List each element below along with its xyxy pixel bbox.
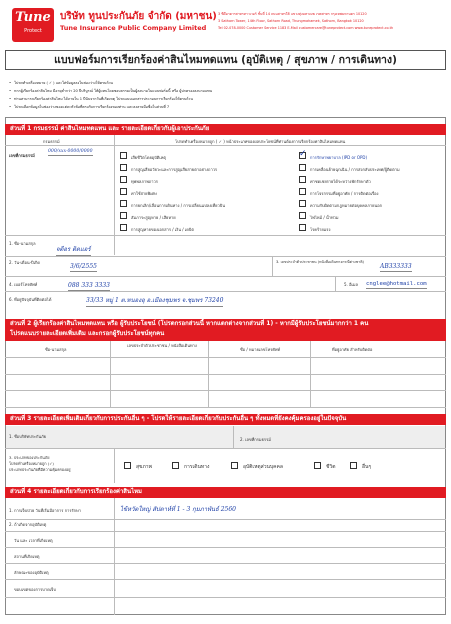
insurance-type-label: การเดินทาง xyxy=(184,464,210,470)
benefit-label: การสูญเสียอวัยวะและการสูญเสียสายตาอย่างถาวร xyxy=(131,167,218,172)
policy-number-label: เลขที่กรมธรรม์ xyxy=(9,153,35,158)
form-frame xyxy=(5,117,446,615)
beneficiary-col-id: เลขประจำตัวประชาชน / หนังสือเดินทาง xyxy=(127,343,197,348)
section1-header: ส่วนที่ 1 กรมธรรม์ ค่าสินไหมทดแทน และ รายละเอียดเกี่ยวกับผู้เอาประกันภัย xyxy=(5,124,446,135)
company-logo xyxy=(12,8,54,42)
logo-sub-text: Protect xyxy=(24,28,42,34)
insured-name-value[interactable]: จดีอร ติดแอร์ xyxy=(56,244,91,256)
logo-main-text: Tune xyxy=(15,10,51,25)
form-instructions xyxy=(9,79,212,111)
form-title: แบบฟอร์มการเรียกร้องค่าสินไหมทดแทน (อุบัติเหตุ / สุขภาพ / การเดินทาง) xyxy=(5,50,446,70)
benefit-label: ทุพพลภาพถาวร xyxy=(131,179,158,184)
section2-header: ส่วนที่ 2 ผู้เรียกร้องค่าสินไหมทดแทน หรือ ผู้รับประโยชน์ (โปรดกรอกส่วนนี้ หากแตกต่างจากส่วนที่ 1) - หากมีผู้รับประโยชน์มากกว่า 1 คน โปรดแนบรายละเอียดเพิ่มเติม และกรอกผู้รับประโยชน์ทุกคน xyxy=(5,319,446,341)
instruction-item: • โปรดเลือกข้อมูลในช่องว่างของแต่ละหัวข้อที่ตรงกับการเรียกร้องของท่าน และลงลายมือชื่อในส่วนที่ 7 xyxy=(9,103,212,111)
benefit-label: ค่าใช้จ่ายพิเศษ xyxy=(131,191,157,196)
instruction-item: • โปรดทำเครื่องหมาย ( ✓ ) และใส่ข้อมูลลงในช่องว่างให้ครบถ้วน xyxy=(9,79,212,87)
accident-nature-label: ลักษณะของอุบัติเหตุ xyxy=(14,570,49,575)
section3-header: ส่วนที่ 3 รายละเอียดเพิ่มเติมเกี่ยวกับการประกันอื่น ๆ - โปรดให้รายละเอียดเกี่ยวกับประกันอื่น ๆ ทั้งหมดที่ยังคงคุ้มครองอยู่ในปัจจุบัน xyxy=(5,414,446,425)
insurance-type-checkbox-personal-accident[interactable] xyxy=(231,462,238,469)
id-card-label: 3. เลขประจำตัวประชาชน (หนังสือเดินทางกรณีต่างชาติ) xyxy=(276,260,364,264)
company-address-thai: 3 ซีดีอาคารสาทรทาวเวอร์ ชั้นที่ 14 ถนนสาทรใต้ แขวงทุ่งมหาเมฆ เขตสาทร กรุงเทพมหานคร 10120 xyxy=(218,12,367,16)
accident-datetime-label: วัน และ เวลาที่เกิดเหตุ xyxy=(14,538,53,543)
company-address-english: 3 Sathorn Tower, 14th Floor, Sathorn Road, Thungmahamek, Sathorn, Bangkok 10120 xyxy=(218,19,364,23)
benefit-label: ความรับผิดตามกฎหมายต่อบุคคลภายนอก xyxy=(310,203,383,208)
benefit-label: โรคร้ายแรง xyxy=(310,227,331,232)
section4-header: ส่วนที่ 4 รายละเอียดเกี่ยวกับการเรียกร้องค่าสินไหม xyxy=(5,487,446,498)
col-policy-header: กรมธรรม์ xyxy=(43,139,60,144)
phone-value[interactable]: 088 333 3333 xyxy=(68,282,110,289)
benefit-label: ค่าชดเชยรายได้ระหว่างพักรักษาตัว xyxy=(310,179,371,184)
benefit-checkbox-special-expense[interactable] xyxy=(120,188,127,195)
other-insurance-type-label: 3. ประเภทของประกันภัย โปรดทำเครื่องหมายถูก (✓) ประเภทประกันภัยที่มีความคุ้มครองอยู่ xyxy=(9,455,71,472)
illness-answer-value[interactable]: ไข้หวัดใหญ่ สัปดาห์ที่ 1 - 3 กุมภาพันธ์ 2560 xyxy=(120,506,236,513)
company-name-english: Tune Insurance Public Company Limited xyxy=(60,24,207,32)
benefit-checkbox-income-compensation[interactable] xyxy=(299,176,306,183)
instruction-item: • ท่านสามารถเรียกร้องค่าสินไหม ได้ภายใน 1 ปีนับจากวันที่เกิดเหตุ โปรดแนบเอกสารประกอบการเรียกร้องให้ครบถ้วน xyxy=(9,95,212,103)
insurance-type-label: อื่นๆ xyxy=(362,464,372,470)
benefit-label: การยกเลิก/เลื่อนการเดินทาง / การเปลี่ยนแปลงเที่ยวบิน xyxy=(131,203,226,208)
phone-label: 4. เบอร์โทรศัพท์ xyxy=(9,282,38,287)
email-label: 5. อีเมล xyxy=(344,282,358,287)
benefit-checkbox-liability[interactable] xyxy=(299,200,306,207)
beneficiary-col-name: ชื่อ-นามสกุล xyxy=(45,347,67,352)
other-insurer-label: 1. ชื่อบริษัทประกันภัย xyxy=(9,434,47,439)
injury-extent-label: ขอบเขตของการบาดเจ็บ xyxy=(14,587,56,592)
benefit-label: การโจรกรรมที่อยู่อาศัย / การติดต่อเรื่อง xyxy=(310,191,379,196)
beneficiary-col-contact: ชื่อ / หมายเลขโทรศัพท์ xyxy=(240,347,281,352)
insurance-type-checkbox-health[interactable] xyxy=(124,462,131,469)
benefit-label: เสียชีวิตโดยอุบัติเหตุ xyxy=(131,155,166,160)
benefit-label: สัมภาระสูญหาย / เสียหาย xyxy=(131,215,176,220)
illness-question-label: 1. การเจ็บป่วย วันที่เริ่มมีอาการ การรักษา xyxy=(9,508,81,513)
address-value[interactable]: 33/33 หมู่ 1 ต.หนองอุ อ.เมืองชุมพร จ.ชุมพร 73240 xyxy=(86,295,223,307)
insurance-type-checkbox-life[interactable] xyxy=(314,462,321,469)
benefit-checkbox-medical[interactable] xyxy=(299,152,306,159)
benefit-label: ไฟไหม้ / น้ำท่วม xyxy=(310,215,339,220)
company-name-thai: บริษัท ทูนประกันภัย จำกัด (มหาชน) xyxy=(60,11,217,22)
instruction-item: • หากผู้เรียกร้องค่าสินไหม มีอายุต่ำกว่า 20 ปีบริบูรณ์ ให้ผู้แทนโดยชอบธรรมเป็นผู้ลงนามในแบบฟอร์มนี้ หรือ ผู้ปกครองลงนามแทน xyxy=(9,87,212,95)
benefit-checkbox-fire-flood[interactable] xyxy=(299,212,306,219)
company-contact-line: Tel 02-078-0000 Customer Service 1183 E-Mail customercare@tuneprotect.com www.tuneprotect.co.th xyxy=(218,26,394,30)
insurance-type-checkbox-other[interactable] xyxy=(350,462,357,469)
other-policy-number-label: 2. เลขที่กรมธรรม์ xyxy=(240,437,271,442)
email-value[interactable]: cnglee@hotmail.com xyxy=(366,281,427,287)
accident-question-label: 2. ถ้าเกิดจากอุบัติเหตุ xyxy=(9,522,47,527)
insurance-type-label: สุขภาพ xyxy=(136,464,152,470)
benefit-label: การสูญหายของเอกสาร / เงิน / เดบิต xyxy=(131,227,194,232)
benefit-checkbox-documents-money[interactable] xyxy=(120,224,127,231)
benefit-label: การรักษาพยาบาล (IPD or OPD) xyxy=(310,155,368,160)
accident-place-label: สถานที่เกิดเหตุ xyxy=(14,554,40,559)
benefit-checkbox-critical-illness[interactable] xyxy=(299,224,306,231)
beneficiary-col-address: ที่อยู่อาศัย สำหรับติดต่อ xyxy=(332,347,373,352)
benefit-checkbox-accidental-death[interactable] xyxy=(120,152,127,159)
dob-label: 2. วัน-เดือน-ปีเกิด xyxy=(9,260,40,265)
benefit-checkbox-home-burglary[interactable] xyxy=(299,188,306,195)
col-claim-type-header: โปรดทำเครื่องหมายถูก ( ✓ ) หน้าประเภทของผลประโยชน์ที่ท่านต้องการเรียกร้องค่าสินไหมทดแทน xyxy=(175,139,346,144)
insured-name-label: 1. ชื่อ-นามสกุล xyxy=(9,241,36,246)
benefit-checkbox-permanent-disability[interactable] xyxy=(120,176,127,183)
benefit-checkbox-dismemberment[interactable] xyxy=(120,164,127,171)
insurance-type-label: อุบัติเหตุส่วนบุคคล xyxy=(243,464,283,470)
benefit-label: การเคลื่อนย้ายฉุกเฉิน / การส่งกลับประเทศ/ผู้ติดตาม xyxy=(310,167,400,172)
benefit-checkbox-trip-cancellation[interactable] xyxy=(120,200,127,207)
policy-number-value[interactable]: 000/xxx-0000/0000 xyxy=(48,149,93,154)
id-card-value[interactable]: AB333333 xyxy=(380,263,412,270)
benefit-checkbox-evacuation[interactable] xyxy=(299,164,306,171)
insurance-type-label: ชีวิต xyxy=(326,464,336,470)
insurance-type-checkbox-travel[interactable] xyxy=(172,462,179,469)
address-label: 6. ที่อยู่ปัจจุบันที่ติดต่อได้ xyxy=(9,297,52,302)
dob-value[interactable]: 3/6/2555 xyxy=(70,263,97,270)
benefit-checkbox-baggage[interactable] xyxy=(120,212,127,219)
